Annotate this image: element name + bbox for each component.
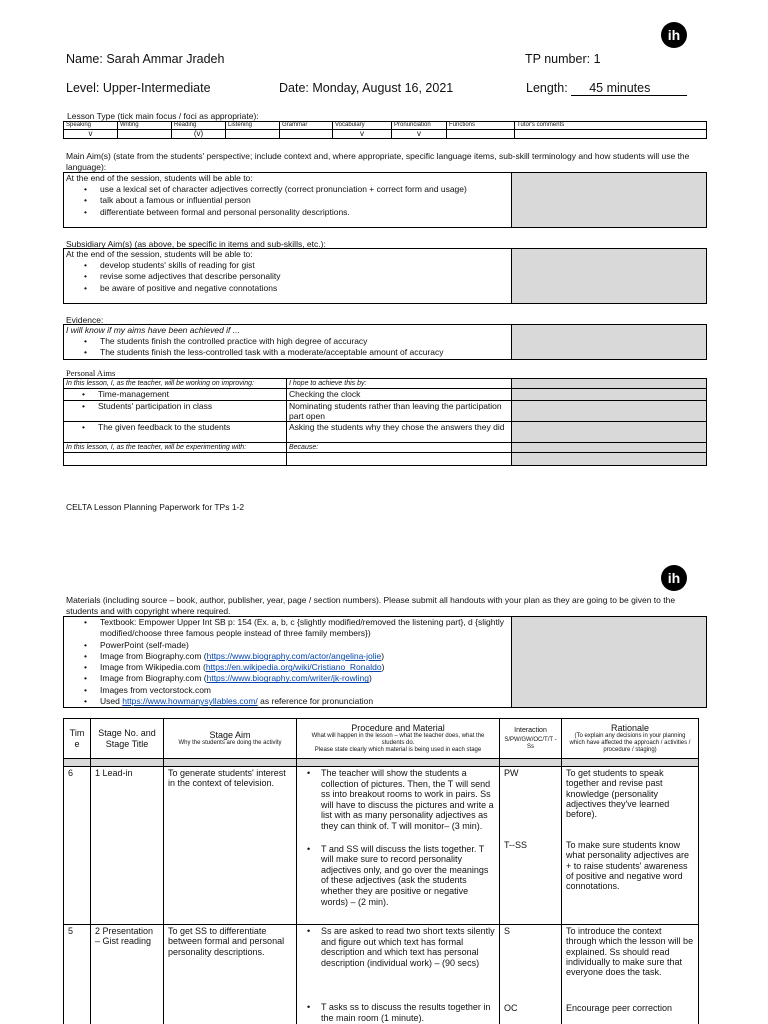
lesson-type-header-row	[64, 122, 707, 130]
interaction-header	[500, 719, 562, 759]
ih-logo: ih	[661, 22, 687, 48]
name-label: Name:	[66, 52, 103, 66]
because-cell	[287, 453, 512, 466]
materials-title: Materials (including source – book, author, publisher, year, page / section numbers). Please submit all handouts with your plan as they are going to be given to the students and with copyright where required.	[66, 595, 676, 616]
procedure-row	[64, 767, 699, 925]
level-field	[66, 81, 211, 95]
lesson-type-header: Writing	[118, 122, 172, 130]
subsidiary-aim-item: • develop students' skills of reading for gist	[66, 260, 509, 271]
material-item	[66, 673, 509, 684]
personal-aims-tutor-cell	[512, 401, 707, 422]
personal-aims-tutor-cell	[512, 453, 707, 466]
interaction-value: S	[504, 926, 511, 936]
lesson-type-title: Lesson Type (tick main focus / foci as appropriate):	[67, 111, 259, 121]
evidence-item: • The students finish the controlled practice with high degree of accuracy	[66, 336, 509, 347]
procedure-spacer-row	[64, 759, 699, 767]
procedure-list	[301, 926, 495, 1024]
interaction-value: T--SS	[504, 840, 528, 850]
procedure-header-text: Procedure and Material	[351, 722, 445, 733]
materials-box	[63, 616, 707, 708]
experiment-label: In this lesson, I, as the teacher, will be experimenting with:	[64, 443, 287, 453]
main-aim-item: • talk about a famous or influential person	[66, 195, 509, 206]
material-link[interactable]: https://en.wikipedia.org/wiki/Cristiano_Ronaldo	[205, 662, 382, 673]
subsidiary-aim-list	[66, 260, 509, 294]
procedure-step: • Ss are asked to read two short texts silently and figure out which text has formal description and which text has personal description (individual work) – (90 secs)	[301, 926, 495, 968]
personal-aim-item: • Students' participation in class	[64, 401, 286, 412]
student-name: Sarah Ammar Jradeh	[106, 52, 225, 66]
improving-label: In this lesson, I, as the teacher, will be working on improving:	[64, 379, 287, 389]
main-aim-intro: At the end of the session, students will be able to:	[66, 173, 253, 183]
stage-aim: To generate students' interest in the context of television.	[164, 767, 297, 925]
length-label: Length:	[526, 81, 568, 95]
experiment-cell	[64, 453, 287, 466]
stage-rationale	[562, 925, 699, 1024]
material-text: )	[381, 650, 385, 661]
lesson-type-table	[63, 121, 707, 139]
material-text: Used	[100, 696, 123, 707]
evidence-title: Evidence:	[66, 315, 104, 325]
personal-aim-cell	[64, 389, 287, 401]
stage-aim: To get SS to differentiate between formal and personal personality descriptions.	[164, 925, 297, 1024]
lesson-type-mark	[118, 130, 172, 139]
material-item	[66, 696, 509, 707]
personal-aims-title: Personal Aims	[66, 368, 116, 378]
evidence-tutor-box	[512, 325, 707, 360]
evidence-content	[64, 325, 512, 360]
interaction-value: PW	[504, 768, 519, 778]
because-label: Because:	[287, 443, 512, 453]
time-header-text: Tim e	[69, 728, 85, 749]
date-value: Monday, August 16, 2021	[312, 81, 454, 95]
personal-aim-how: Nominating students rather than leaving the participation part open	[287, 401, 512, 422]
procedure-step: • The teacher will show the students a collection of pictures. Then, the T will send ss into breakout rooms to work in pairs. Ss will have to discuss the pictures and write a list with as many personality adjectives as they can think of. T will monitor– (3 min).	[301, 768, 495, 832]
material-link[interactable]: https://www.howmanysyllables.com/	[122, 696, 258, 707]
interaction-header-sub: S/PW/GW/OC/T/T -Ss	[504, 736, 557, 750]
lesson-type-mark-row	[64, 130, 707, 139]
personal-aim-cell	[64, 422, 287, 443]
tp-label: TP number:	[525, 52, 591, 66]
level-label: Level:	[66, 81, 100, 95]
stage-title: 2 Presentation – Gist reading	[91, 925, 164, 1024]
materials-list	[66, 617, 509, 707]
material-item: • Images from vectorstock.com	[66, 685, 509, 696]
main-aim-content	[64, 173, 512, 228]
main-aim-tutor-box	[512, 173, 707, 228]
stage-procedure	[297, 767, 500, 925]
stage-rationale	[562, 767, 699, 925]
evidence-box	[63, 324, 707, 360]
hope-label: I hope to achieve this by:	[287, 379, 512, 389]
stage-time: 5	[64, 925, 91, 1024]
subsidiary-aim-intro: At the end of the session, students will be able to:	[66, 249, 253, 259]
subsidiary-aim-box	[63, 248, 707, 304]
lesson-type-mark: (v)	[172, 130, 226, 139]
interaction-value: OC	[504, 1003, 518, 1013]
lesson-type-header: Listening	[226, 122, 280, 130]
interaction-header-text: Interaction	[514, 727, 547, 735]
main-aim-item: • use a lexical set of character adjectives correctly (correct pronunciation + correct form and usage)	[66, 184, 509, 195]
material-text: )	[381, 662, 385, 673]
rationale-header-text: Rationale	[610, 722, 650, 733]
page-footer: CELTA Lesson Planning Paperwork for TPs 1-2	[66, 502, 245, 512]
lesson-type-mark	[515, 130, 707, 139]
material-text: Image from Wikipedia.com (	[100, 662, 206, 673]
length-field	[526, 81, 687, 96]
main-aim-box	[63, 172, 707, 228]
stage-header	[91, 719, 164, 759]
stage-time: 6	[64, 767, 91, 925]
main-aim-item: • differentiate between formal and personal personality descriptions.	[66, 207, 509, 218]
materials-tutor-box	[512, 617, 707, 708]
ih-logo: ih	[661, 565, 687, 591]
material-link[interactable]: https://www.biography.com/actor/angelina-jolie	[206, 650, 382, 661]
level-value: Upper-Intermediate	[102, 81, 211, 95]
procedure-table	[63, 718, 699, 1024]
tp-field	[525, 52, 601, 66]
lesson-type-header: Tutor's comments	[515, 122, 707, 130]
stage-aim-header	[164, 719, 297, 759]
rationale-header-sub: (To explain any decisions in your planning which have affected the approach / activities / procedure / staging)	[569, 733, 691, 754]
stage-aim-header-text: Stage Aim	[209, 729, 251, 740]
lesson-type-mark	[447, 130, 515, 139]
procedure-list	[301, 768, 495, 907]
lesson-type-header: Grammar	[280, 122, 333, 130]
material-text: )	[368, 673, 372, 684]
evidence-intro: I will know if my aims have been achieved if ...	[66, 325, 240, 335]
material-text: Image from Biography.com (	[100, 673, 207, 684]
stage-interaction	[500, 925, 562, 1024]
personal-aim-item: • Time-management	[64, 389, 286, 400]
subsidiary-aim-item: • revise some adjectives that describe personality	[66, 271, 509, 282]
stage-title: 1 Lead-in	[91, 767, 164, 925]
name-field	[66, 52, 224, 66]
date-label: Date:	[279, 81, 309, 95]
lesson-type-mark: v	[333, 130, 392, 139]
subsidiary-aim-content	[64, 249, 512, 304]
personal-aim-how: Asking the students why they chose the answers they did	[287, 422, 512, 443]
personal-aim-cell	[64, 401, 287, 422]
stage-procedure	[297, 925, 500, 1024]
personal-aims-tutor-cell	[512, 379, 707, 389]
personal-aims-tutor-cell	[512, 389, 707, 401]
rationale-text: Encourage peer correction	[566, 1003, 673, 1013]
material-text: as reference for pronunciation	[257, 696, 374, 707]
stage-interaction	[500, 767, 562, 925]
tp-number: 1	[593, 52, 601, 66]
personal-aim-how: Checking the clock	[287, 389, 512, 401]
evidence-list	[66, 336, 509, 359]
lesson-type-header: Speaking	[64, 122, 118, 130]
main-aim-title: Main Aim(s) (state from the students' perspective; include context and, where appropriate, specific language items, sub-skill terminology and how students will use the language):	[66, 151, 690, 172]
procedure-row	[64, 925, 699, 1024]
date-field	[279, 81, 453, 95]
stage-header-text: Stage No. and Stage Title	[98, 728, 156, 749]
procedure-header-sub: Please state clearly which material is being used in each stage	[314, 747, 482, 754]
personal-aims-tutor-cell	[512, 422, 707, 443]
lesson-type-header: Pronunciation	[392, 122, 447, 130]
procedure-step: • T and SS will discuss the lists together. T will make sure to record personality adjectives only, and go over the meanings of these adjectives (ask the students whether they are positive or negative words) – (2 min).	[301, 844, 495, 908]
material-item: • PowerPoint (self-made)	[66, 640, 509, 651]
lesson-type-header: Functions	[447, 122, 515, 130]
rationale-text: To make sure students know what personality adjectives are + to raise students' awareness of positive and negative word connotations.	[566, 840, 690, 892]
evidence-item: • The students finish the less-controlled task with a moderate/acceptable amount of accuracy	[66, 347, 509, 358]
time-header	[64, 719, 91, 759]
lesson-type-header: Vocabulary	[333, 122, 392, 130]
material-item: • Textbook: Empower Upper Int SB p: 154 (Ex. a, b, c {slightly modified/removed the listening part}, d {slightly modified/choose three famous people instead of three family members})	[66, 617, 509, 640]
rationale-header	[562, 719, 699, 759]
personal-aim-item: • The given feedback to the students	[64, 422, 286, 433]
stage-aim-header-sub: Why the students are doing the activity	[178, 740, 282, 747]
personal-aims-table	[63, 378, 707, 466]
personal-aims-tutor-cell	[512, 443, 707, 453]
material-text: Image from Biography.com (	[100, 650, 207, 661]
subsidiary-aim-item: • be aware of positive and negative connotations	[66, 283, 509, 294]
procedure-step: • T asks ss to discuss the results together in the main room (1 minute).	[301, 1002, 495, 1023]
main-aim-list	[66, 184, 509, 218]
lesson-type-mark: v	[392, 130, 447, 139]
material-link[interactable]: https://www.biography.com/writer/jk-rowling	[206, 673, 369, 684]
material-item	[66, 651, 509, 662]
procedure-header-sub: What will happen in the lesson – what the teacher does, what the students do.	[311, 733, 485, 747]
lesson-type-mark	[280, 130, 333, 139]
material-item	[66, 662, 509, 673]
lesson-type-header: Reading	[172, 122, 226, 130]
lesson-type-mark	[226, 130, 280, 139]
rationale-text: To get students to speak together and revise past knowledge (personality adjectives they've learned before).	[566, 768, 670, 820]
subsidiary-aim-tutor-box	[512, 249, 707, 304]
lesson-type-mark: v	[64, 130, 118, 139]
length-value: 45 minutes	[571, 81, 687, 96]
procedure-header	[297, 719, 500, 759]
materials-content	[64, 617, 512, 708]
rationale-text: To introduce the context through which the lesson will be explained. Ss should read individually to make sure that everyone does the task.	[566, 926, 694, 978]
procedure-header-row	[64, 719, 699, 759]
subsidiary-aim-title: Subsidiary Aim(s) (as above, be specific in items and sub-skills, etc.):	[66, 239, 326, 249]
